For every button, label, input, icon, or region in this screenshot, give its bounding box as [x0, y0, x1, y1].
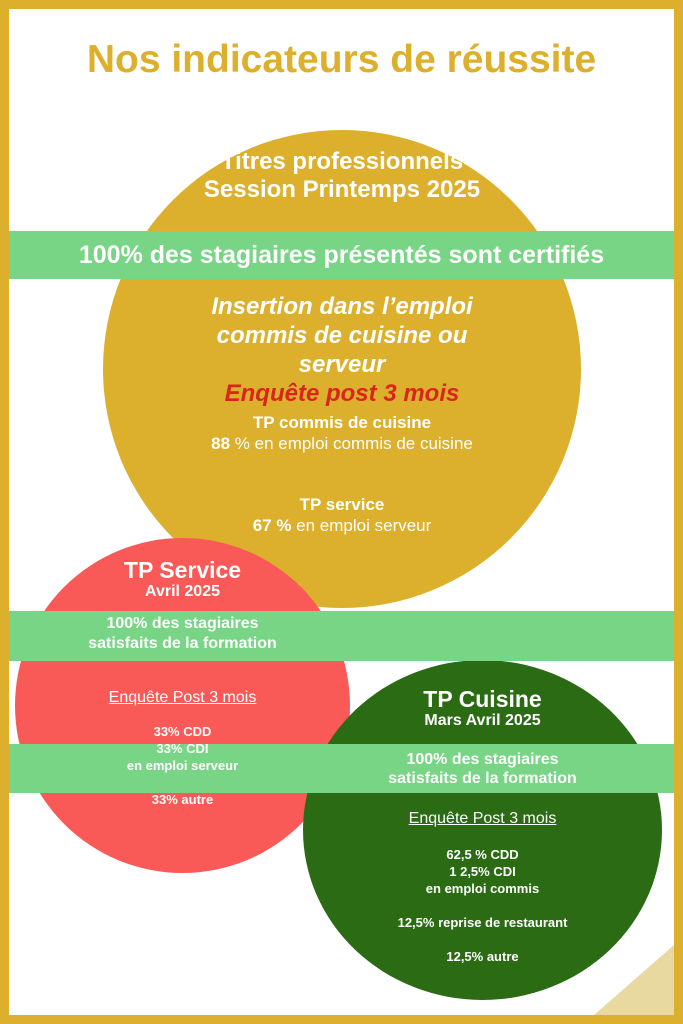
service-cdi: 33% CDI: [156, 741, 209, 756]
service-percent: 67 %: [252, 516, 292, 535]
page-curl-corner: [594, 945, 674, 1015]
cuisine-employment: en emploi commis: [425, 881, 540, 896]
certified-text: 100% des stagiaires présentés sont certifiés: [78, 241, 605, 269]
service-stats: [15, 723, 350, 808]
insertion-line-3: serveur: [298, 351, 386, 378]
service-line: [103, 515, 581, 536]
insertion-heading: [103, 292, 581, 408]
service-title: TP service: [299, 495, 385, 514]
service-cdd: 33% CDD: [153, 724, 212, 739]
tp-cuisine-heading: [303, 686, 662, 730]
heading-line-2: Session Printemps 2025: [203, 176, 481, 203]
cuisine-percent: 88: [211, 434, 231, 453]
cuisine-other: 12,5% autre: [446, 949, 519, 964]
insertion-line-1: Insertion dans l’emploi: [211, 293, 473, 320]
tp-service-result: [103, 494, 581, 536]
tp-service-title: TP Service: [123, 557, 242, 583]
service-satisfaction-line-1: 100% des stagiaires: [106, 615, 259, 632]
cuisine-satisfaction-line-1: 100% des stagiaires: [406, 751, 559, 768]
page-title: Nos indicateurs de réussite: [86, 38, 597, 81]
heading-line-1: Titres professionnels: [220, 148, 464, 175]
tp-service-heading: [15, 557, 350, 601]
cuisine-line: [103, 433, 581, 454]
service-other: 33% autre: [151, 792, 214, 807]
titres-pro-heading: [103, 148, 581, 204]
cuisine-survey-label: Enquête Post 3 mois: [408, 810, 557, 827]
service-employment: en emploi serveur: [126, 758, 239, 773]
tp-cuisine-result: [103, 412, 581, 454]
tp-cuisine-title: TP Cuisine: [423, 686, 542, 712]
tp-cuisine-date: Mars Avril 2025: [424, 712, 541, 729]
cuisine-restaurant: 12,5% reprise de restaurant: [397, 915, 568, 930]
service-text: en emploi serveur: [291, 516, 432, 535]
insertion-line-2: commis de cuisine ou: [216, 322, 468, 349]
service-satisfaction: [15, 614, 350, 654]
cuisine-cdd: 62,5 % CDD: [446, 847, 519, 862]
service-satisfaction-line-2: satisfaits de la formation: [88, 635, 277, 652]
service-survey-label: Enquête Post 3 mois: [108, 689, 257, 706]
survey-label: Enquête post 3 mois: [224, 380, 460, 407]
cuisine-satisfaction-line-2: satisfaits de la formation: [388, 770, 577, 787]
cuisine-title: TP commis de cuisine: [252, 413, 432, 432]
tp-service-date: Avril 2025: [144, 583, 220, 600]
cuisine-cdi: 1 2,5% CDI: [449, 864, 516, 879]
cuisine-satisfaction: [303, 750, 662, 788]
cuisine-text: % en emploi commis de cuisine: [230, 434, 473, 453]
